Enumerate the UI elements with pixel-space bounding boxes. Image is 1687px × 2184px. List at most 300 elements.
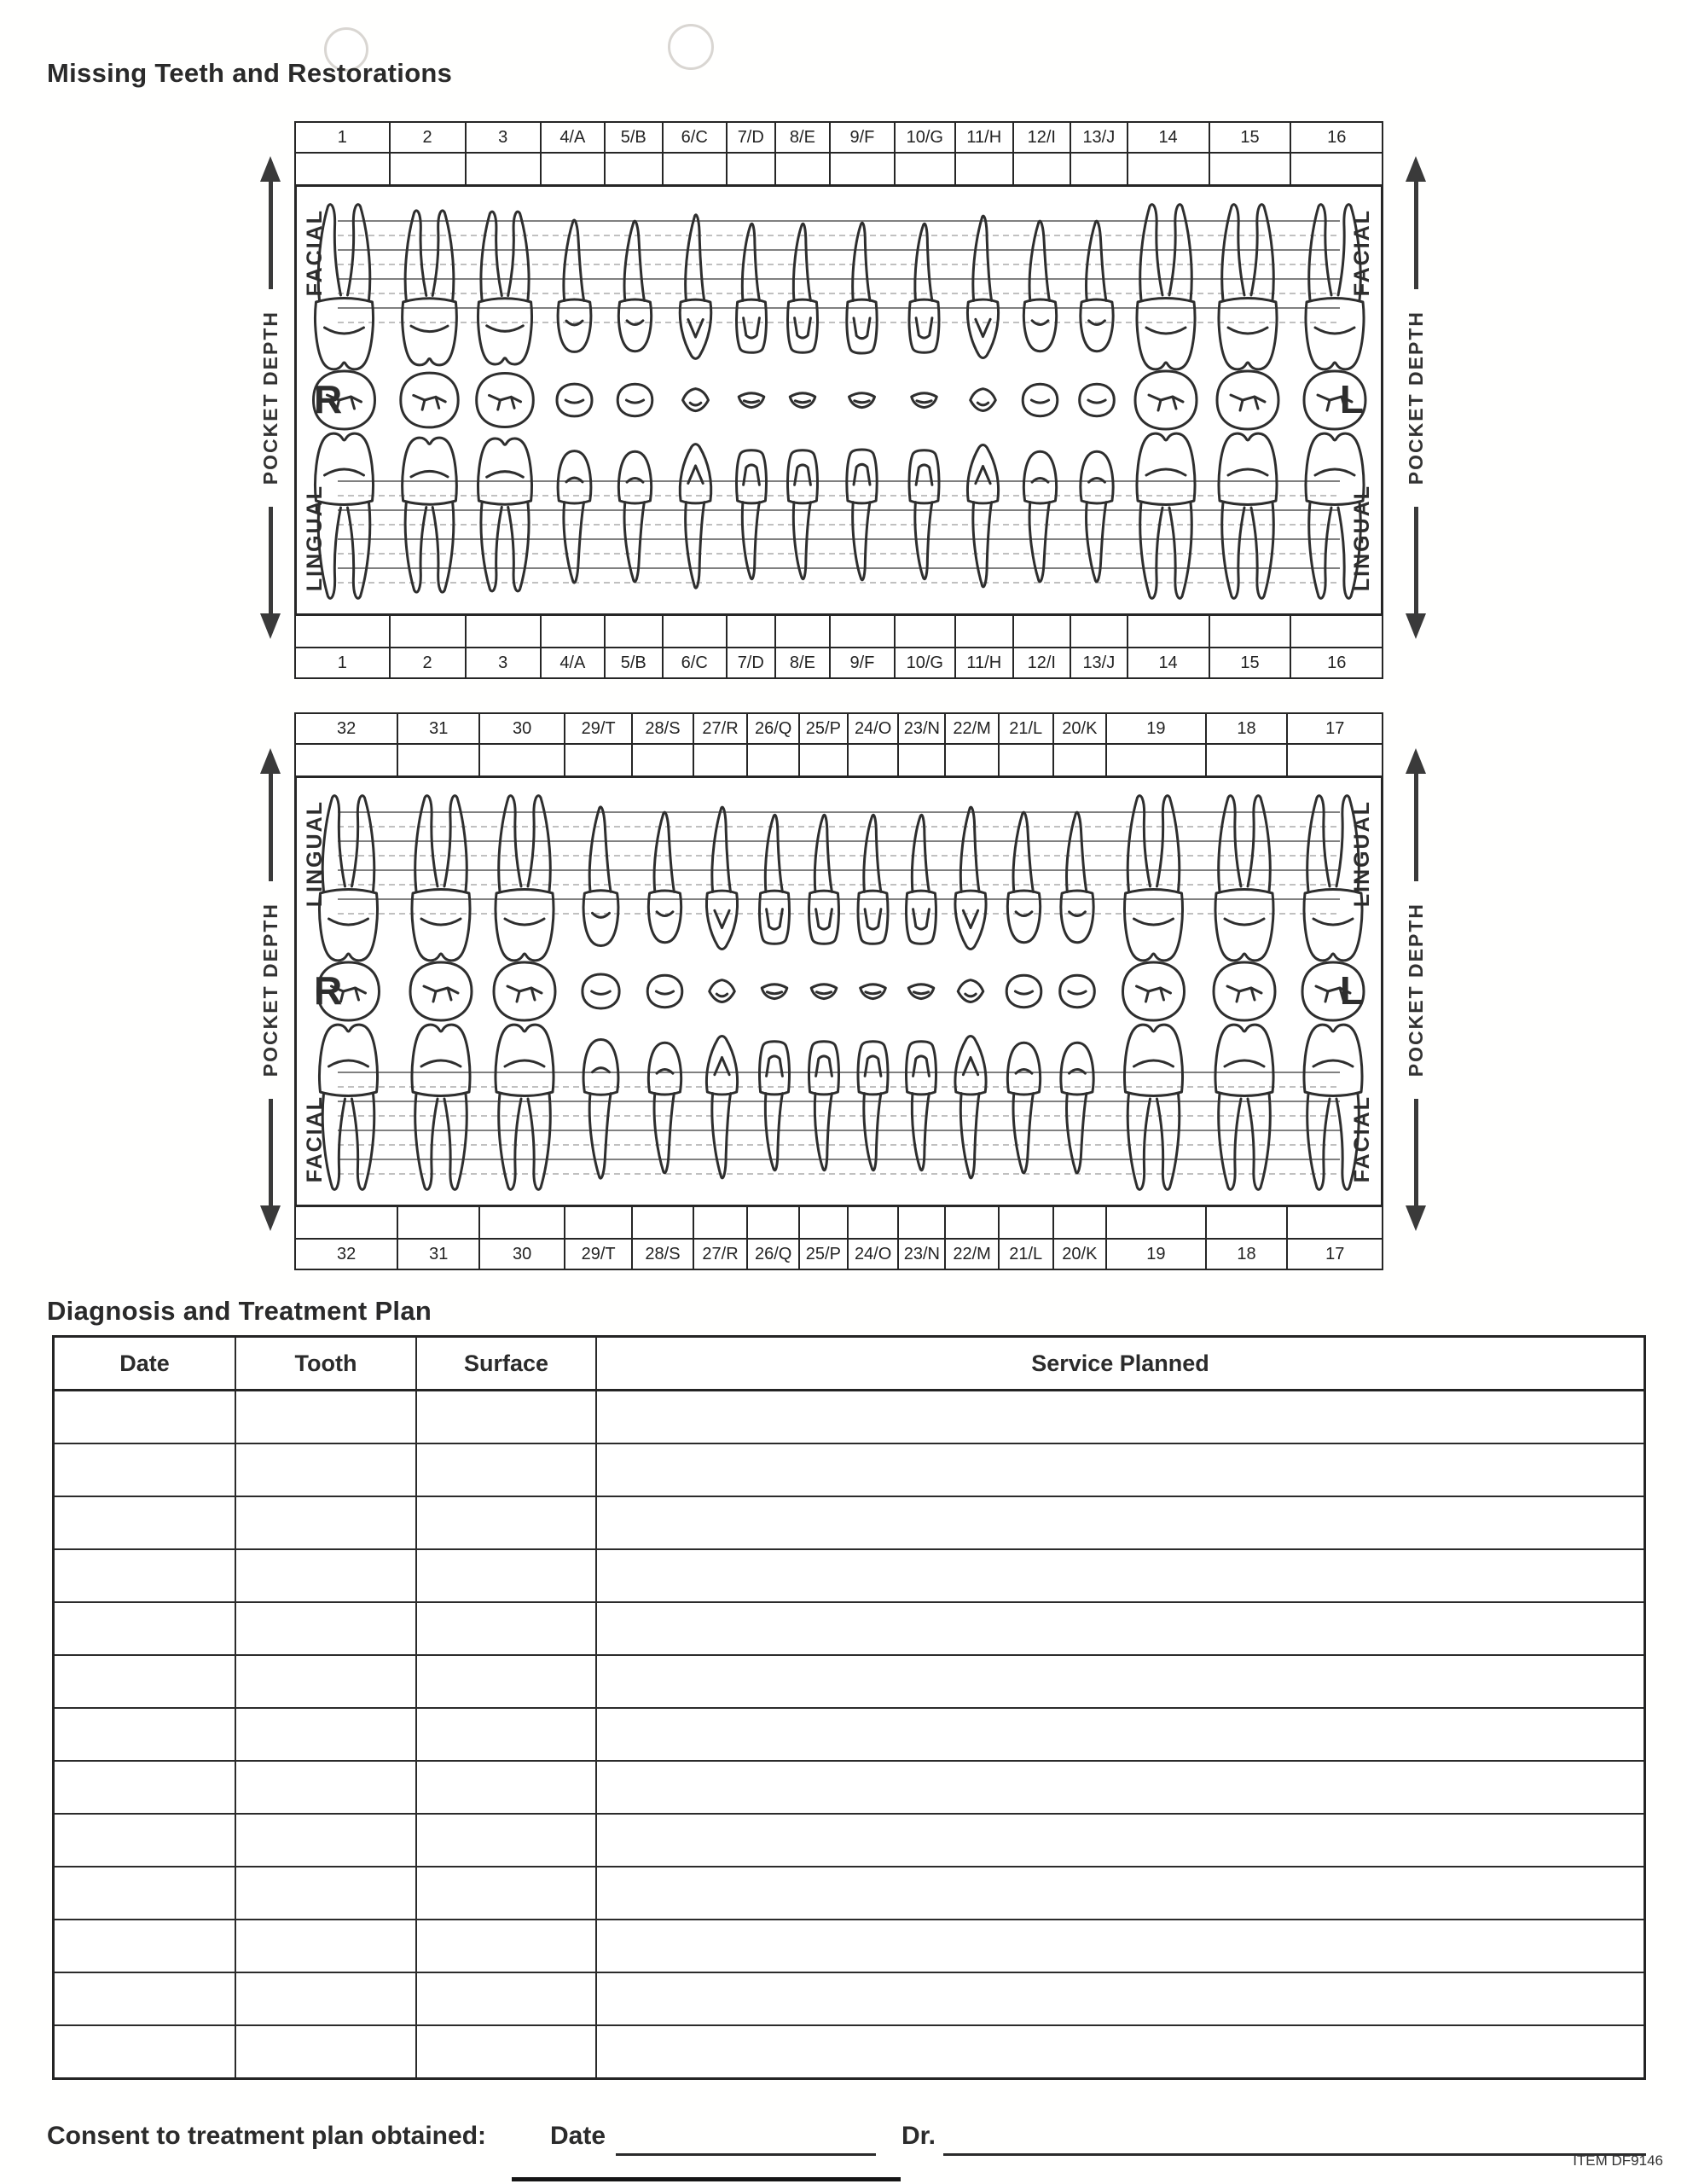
tooth-number-cell: 26/Q [748,714,800,743]
tooth-number-cell: 17 [1325,1244,1345,1263]
tooth-root-up-view [680,215,711,359]
tooth-root-down-view [909,450,939,579]
tooth-root-down-view [583,1039,618,1178]
tooth-number-cell: 31 [398,714,480,743]
treatment-plan-header-row [55,1338,1644,1391]
treatment-plan-entry-cell[interactable] [55,2026,236,2077]
tooth-number-cell: 29/T [565,714,633,743]
pocket-depth-entry-cell[interactable] [1054,745,1108,776]
tooth-number-cell: 30 [480,1240,565,1269]
tooth-number-cell: 14 [1128,123,1210,152]
treatment-plan-entry-cell[interactable] [236,1815,417,1866]
tooth-number-cell: 28/S [633,1240,693,1269]
tooth-root-down-view [412,1025,470,1189]
surface-column-header: Surface [417,1338,597,1389]
tooth-occlusal-view [861,985,886,999]
treatment-plan-entry-cell[interactable] [597,2026,1644,2077]
tooth-root-down-view [1061,1043,1093,1173]
upper-pocket-depth-row-top [294,152,1383,187]
bracket-line [1414,507,1418,614]
treatment-plan-entry-cell[interactable] [236,1550,417,1601]
pocket-depth-label: POCKET DEPTH [1404,310,1427,485]
tooth-root-down-view [737,450,767,579]
tooth-root-down-view [320,1025,378,1189]
tooth-number-cell: 8/E [776,123,832,152]
treatment-plan-entry-cell[interactable] [55,1550,236,1601]
tooth-occlusal-view [401,373,458,427]
treatment-plan-entry-cell[interactable] [55,1391,236,1443]
pocket-depth-entry-cell[interactable] [899,745,946,776]
tooth-number-cell: 26/Q [748,1240,800,1269]
tooth-root-down-view [847,450,877,580]
tooth-root-down-view [1125,1025,1183,1189]
tooth-number-cell: 19 [1107,714,1206,743]
treatment-plan-entry-cell[interactable] [55,1762,236,1813]
treatment-plan-entry-cell[interactable] [597,1973,1644,2024]
tooth-root-up-view [583,807,618,946]
treatment-plan-entry-cell[interactable] [236,1444,417,1496]
tooth-number-cell: 5/B [606,123,664,152]
pocket-depth-entry-cell[interactable] [1000,745,1054,776]
consent-statement: Consent to treatment plan obtained: [47,2122,487,2150]
tooth-number-cell: 18 [1207,714,1289,743]
facial-label-right: FACIAL [1350,209,1374,297]
treatment-plan-entry-cell[interactable] [417,1709,597,1760]
pocket-depth-entry-cell[interactable] [800,1207,849,1239]
tooth-number-cell: 17 [1325,718,1345,738]
tooth-root-down-view [955,1037,986,1178]
pocket-depth-entry-cell[interactable] [1071,154,1128,185]
pocket-depth-entry-cell[interactable] [956,154,1014,185]
tooth-occlusal-view [710,980,735,1002]
tooth-root-up-view [478,212,532,364]
pocket-depth-entry-cell[interactable] [1000,1207,1054,1239]
pocket-depth-entry-cell[interactable] [849,745,900,776]
treatment-plan-entry-cell[interactable] [417,1391,597,1443]
treatment-plan-row [55,1709,1644,1762]
arrow-up-icon [260,748,281,774]
treatment-plan-entry-cell[interactable] [236,1497,417,1548]
arrow-down-icon [1406,613,1426,639]
lingual-label-right: LINGUAL [1350,484,1374,591]
tooth-occlusal-view [494,962,555,1020]
treatment-plan-row [55,1867,1644,1920]
pocket-depth-entry-cell[interactable] [831,616,895,648]
lower-teeth-drawing [297,778,1381,1205]
pocket-depth-entry-cell[interactable] [1128,154,1210,185]
arrow-down-icon [1406,1205,1426,1231]
tooth-number-cell: 32 [296,714,398,743]
tooth-number-cell: 29/T [565,1240,633,1269]
tooth-root-down-view [680,444,711,589]
pocket-depth-entry-cell[interactable] [694,1207,749,1239]
bracket-line [1414,774,1418,881]
tooth-occlusal-view [739,393,764,408]
left-side-letter: L [1339,967,1364,1013]
pocket-depth-entry-cell[interactable] [565,1207,633,1239]
treatment-plan-table [52,1335,1646,2080]
pocket-depth-entry-cell[interactable] [896,154,956,185]
lower-teeth-diagram [294,775,1383,1207]
pocket-depth-entry-cell[interactable] [1210,616,1292,648]
form-item-number: ITEM DF9146 [1573,2152,1663,2169]
pocket-depth-entry-cell[interactable] [664,616,728,648]
tooth-root-up-view [737,224,767,352]
pocket-depth-entry-cell[interactable] [467,616,542,648]
upper-pocket-depth-row-bottom [294,614,1383,649]
lower-tooth-number-row-bottom [294,1238,1383,1270]
tooth-root-up-view [558,220,591,351]
pocket-depth-entry-cell[interactable] [1291,154,1382,185]
treatment-plan-entry-cell[interactable] [417,1815,597,1866]
lingual-label-left: LINGUAL [303,800,327,908]
treatment-plan-entry-cell[interactable] [236,1920,417,1972]
bracket-line [1414,182,1418,289]
treatment-plan-entry-cell[interactable] [417,1973,597,2024]
pocket-depth-entry-cell[interactable] [728,154,776,185]
treatment-plan-entry-cell[interactable] [597,1603,1644,1654]
upper-teeth-diagram [294,184,1383,616]
tooth-number-cell: 2 [391,123,467,152]
tooth-number-cell: 31 [398,1240,480,1269]
tooth-occlusal-view [1006,975,1041,1007]
tooth-number-cell: 1 [296,123,391,152]
tooth-root-up-view [1219,205,1277,369]
pocket-depth-entry-cell[interactable] [1014,616,1072,648]
pocket-depth-entry-cell[interactable] [946,745,1000,776]
pocket-depth-entry-cell[interactable] [748,745,800,776]
upper-teeth-drawing [297,187,1381,613]
treatment-plan-entry-cell[interactable] [55,1920,236,1972]
treatment-plan-entry-cell[interactable] [417,1867,597,1919]
tooth-root-down-view [558,451,591,583]
tooth-root-up-view [648,812,681,943]
tooth-number-cell: 13/J [1071,123,1128,152]
treatment-plan-row [55,2026,1644,2077]
pocket-depth-entry-cell[interactable] [391,616,467,648]
pocket-depth-entry-cell[interactable] [956,616,1014,648]
tooth-root-up-view [1081,221,1113,351]
right-side-letter: R [314,967,343,1013]
tooth-root-up-view [618,221,651,351]
arrow-down-icon [260,1205,281,1231]
pocket-depth-entry-cell[interactable] [896,616,956,648]
tooth-root-down-view [1023,451,1056,582]
pocket-depth-entry-cell[interactable] [606,616,664,648]
treatment-plan-entry-cell[interactable] [597,1709,1644,1760]
tooth-occlusal-view [647,975,682,1007]
treatment-plan-entry-cell[interactable] [55,1867,236,1919]
treatment-plan-entry-cell[interactable] [55,1444,236,1496]
tooth-occlusal-view [790,393,815,408]
pocket-depth-entry-cell[interactable] [1128,616,1210,648]
lower-tooth-number-row-top [294,712,1383,745]
tooth-root-down-view [496,1025,554,1189]
treatment-plan-entry-cell[interactable] [236,1762,417,1813]
tooth-root-up-view [412,796,470,961]
pocket-depth-entry-cell[interactable] [728,616,776,648]
missing-teeth-section-title: Missing Teeth and Restorations [47,58,453,88]
treatment-plan-entry-cell[interactable] [597,1391,1644,1443]
treatment-plan-entry-cell[interactable] [236,2026,417,2077]
pocket-depth-entry-cell[interactable] [1210,154,1292,185]
bracket-line [269,1099,273,1206]
treatment-plan-entry-cell[interactable] [236,1391,417,1443]
date-column-header: Date [55,1338,236,1389]
tooth-number-cell: 14 [1128,648,1210,677]
pocket-depth-entry-cell[interactable] [633,745,693,776]
pocket-depth-entry-cell[interactable] [1288,1207,1382,1239]
treatment-plan-entry-cell[interactable] [55,1603,236,1654]
tooth-number-cell: 7/D [728,648,776,677]
tooth-occlusal-view [410,962,472,1020]
tooth-number-cell: 6/C [664,648,728,677]
treatment-plan-entry-cell[interactable] [597,1762,1644,1813]
tooth-number-cell: 18 [1207,1240,1289,1269]
upper-arch-chart [294,121,1383,679]
punch-hole-icon [668,24,714,70]
bracket-line [269,774,273,881]
tooth-root-up-view [909,224,939,352]
tooth-occlusal-view [477,374,534,427]
treatment-plan-row [55,1603,1644,1656]
pocket-depth-entry-cell[interactable] [480,745,565,776]
treatment-plan-row [55,1656,1644,1709]
tooth-number-cell: 12/I [1014,123,1072,152]
tooth-number-cell: 27/R [694,714,749,743]
treatment-plan-entry-cell[interactable] [417,1656,597,1707]
pocket-depth-entry-cell[interactable] [296,1207,398,1239]
pocket-depth-entry-cell[interactable] [800,745,849,776]
pocket-depth-entry-cell[interactable] [467,154,542,185]
tooth-number-cell: 2 [391,648,467,677]
tooth-root-up-view [788,224,818,352]
pocket-depth-entry-cell[interactable] [776,616,832,648]
arrow-up-icon [1406,156,1426,182]
pocket-depth-label: POCKET DEPTH [258,310,281,485]
tooth-root-up-view [1061,812,1093,943]
tooth-occlusal-view [1023,384,1058,415]
pocket-depth-entry-cell[interactable] [542,616,606,648]
pocket-depth-entry-cell[interactable] [776,154,832,185]
tooth-number-cell: 7/D [728,123,776,152]
date-field-label: Date [550,2122,606,2150]
treatment-plan-entry-cell[interactable] [597,1920,1644,1972]
pocket-depth-entry-cell[interactable] [565,745,633,776]
treatment-plan-entry-cell[interactable] [417,1550,597,1601]
tooth-number-cell: 23/N [899,714,946,743]
pocket-depth-entry-cell[interactable] [831,154,895,185]
tooth-occlusal-view [1080,384,1115,415]
tooth-occlusal-view [912,393,937,408]
tooth-root-up-view [1215,796,1273,961]
treatment-plan-entry-cell[interactable] [55,1815,236,1866]
tooth-root-down-view [858,1042,888,1170]
tooth-root-up-view [496,796,554,961]
tooth-occlusal-view [958,980,983,1002]
pocket-depth-entry-cell[interactable] [748,1207,800,1239]
treatment-plan-row [55,1550,1644,1603]
tooth-occlusal-view [557,384,592,416]
tooth-root-down-view [907,1042,936,1170]
pocket-depth-entry-cell[interactable] [480,1207,565,1239]
pocket-depth-entry-cell[interactable] [296,616,391,648]
treatment-plan-row [55,1391,1644,1444]
pocket-depth-entry-cell[interactable] [606,154,664,185]
pocket-depth-entry-cell[interactable] [694,745,749,776]
tooth-occlusal-view [1214,962,1275,1020]
pocket-depth-entry-cell[interactable] [633,1207,693,1239]
pocket-depth-entry-cell[interactable] [542,154,606,185]
service-planned-column-header: Service Planned [1031,1350,1209,1376]
tooth-occlusal-view [908,985,934,999]
treatment-plan-entry-cell[interactable] [55,1497,236,1548]
tooth-root-up-view [403,211,457,365]
pocket-depth-entry-cell[interactable] [391,154,467,185]
tooth-number-cell: 10/G [896,648,956,677]
treatment-plan-entry-cell[interactable] [236,1603,417,1654]
facial-label-left: FACIAL [303,1095,327,1182]
pocket-depth-entry-cell[interactable] [1107,745,1206,776]
treatment-plan-entry-cell[interactable] [417,1603,597,1654]
tooth-number-cell: 9/F [831,648,895,677]
doctor-field-label: Dr. [901,2122,936,2150]
tooth-number-cell: 4/A [542,123,606,152]
tooth-root-up-view [809,815,839,944]
pocket-depth-entry-cell[interactable] [1207,745,1289,776]
pocket-depth-label: POCKET DEPTH [1404,902,1427,1077]
treatment-plan-entry-cell[interactable] [597,1444,1644,1496]
tooth-number-cell: 4/A [542,648,606,677]
treatment-plan-row [55,1815,1644,1867]
tooth-occlusal-view [811,985,837,999]
treatment-plan-row [55,1444,1644,1497]
pocket-depth-entry-cell[interactable] [296,745,398,776]
tooth-occlusal-view [1135,371,1197,429]
facial-label-left: FACIAL [303,209,327,297]
pocket-depth-bracket-upper-right [1404,156,1428,639]
pocket-depth-entry-cell[interactable] [899,1207,946,1239]
treatment-plan-entry-cell[interactable] [597,1497,1644,1548]
treatment-plan-row [55,1920,1644,1973]
tooth-root-down-view [1215,1025,1273,1189]
tooth-root-down-view [706,1037,737,1178]
pocket-depth-entry-cell[interactable] [1291,616,1382,648]
tooth-number-cell: 5/B [606,648,664,677]
tooth-number-cell: 21/L [1000,714,1054,743]
treatment-plan-entry-cell[interactable] [417,1444,597,1496]
bracket-line [269,182,273,289]
tooth-root-down-view [1007,1043,1040,1173]
tooth-root-up-view [967,216,998,357]
pocket-depth-entry-cell[interactable] [1207,1207,1289,1239]
treatment-plan-entry-cell[interactable] [597,1815,1644,1866]
treatment-plan-entry-cell[interactable] [55,1973,236,2024]
tooth-root-up-view [706,807,737,949]
pocket-depth-bracket-lower-right [1404,748,1428,1231]
tooth-root-up-view [1137,205,1195,369]
treatment-plan-entry-cell[interactable] [55,1709,236,1760]
tooth-number-cell: 12/I [1014,648,1072,677]
pocket-depth-entry-cell[interactable] [946,1207,1000,1239]
pocket-depth-entry-cell[interactable] [1288,745,1382,776]
tooth-number-cell: 13/J [1071,648,1128,677]
pocket-depth-entry-cell[interactable] [398,1207,480,1239]
treatment-plan-entry-cell[interactable] [236,1973,417,2024]
tooth-number-cell: 16 [1327,653,1347,672]
tooth-column-header: Tooth [236,1338,417,1389]
tooth-number-cell: 15 [1210,123,1292,152]
tooth-number-cell: 20/K [1054,714,1108,743]
pocket-depth-entry-cell[interactable] [398,745,480,776]
tooth-root-up-view [1125,796,1183,961]
tooth-occlusal-view [683,389,709,411]
pocket-depth-entry-cell[interactable] [1071,616,1128,648]
treatment-plan-row [55,1762,1644,1815]
treatment-plan-row [55,1973,1644,2026]
tooth-number-cell: 16 [1327,127,1347,147]
tooth-number-cell: 6/C [664,123,728,152]
pocket-depth-entry-cell[interactable] [1054,1207,1108,1239]
treatment-plan-entry-cell[interactable] [417,2026,597,2077]
tooth-root-up-view [955,807,986,949]
treatment-plan-entry-cell[interactable] [597,1656,1644,1707]
tooth-occlusal-view [849,393,875,408]
bracket-line [1414,1099,1418,1206]
tooth-root-down-view [1081,451,1113,582]
treatment-plan-entry-cell[interactable] [417,1497,597,1548]
tooth-root-down-view [403,438,457,592]
tooth-root-down-view [809,1042,839,1170]
tooth-number-cell: 24/O [849,1240,900,1269]
tooth-number-cell: 30 [480,714,565,743]
treatment-plan-entry-cell[interactable] [236,1709,417,1760]
treatment-plan-entry-cell[interactable] [417,1762,597,1813]
tooth-number-cell: 1 [296,648,391,677]
pocket-depth-entry-cell[interactable] [849,1207,900,1239]
bracket-line [269,507,273,614]
treatment-plan-entry-cell[interactable] [417,1920,597,1972]
pocket-depth-entry-cell[interactable] [296,154,391,185]
tooth-root-down-view [760,1042,790,1170]
lower-arch-chart [294,712,1383,1270]
treatment-plan-entry-cell[interactable] [236,1867,417,1919]
tooth-occlusal-view [583,974,619,1008]
pocket-depth-entry-cell[interactable] [1107,1207,1206,1239]
tooth-number-cell: 15 [1210,648,1292,677]
lower-pocket-depth-row-bottom [294,1205,1383,1240]
pocket-depth-entry-cell[interactable] [1014,154,1072,185]
pocket-depth-entry-cell[interactable] [664,154,728,185]
treatment-plan-entry-cell[interactable] [597,1867,1644,1919]
date-fill-line[interactable] [616,2153,876,2156]
treatment-plan-entry-cell[interactable] [597,1550,1644,1601]
tooth-number-cell: 11/H [956,123,1014,152]
tooth-number-cell: 10/G [896,123,956,152]
tooth-occlusal-view [1217,371,1278,429]
arrow-up-icon [1406,748,1426,774]
arrow-up-icon [260,156,281,182]
pocket-depth-bracket-lower-left [258,748,282,1231]
treatment-plan-entry-cell[interactable] [236,1656,417,1707]
tooth-number-cell: 25/P [800,714,849,743]
tooth-number-cell: 3 [467,648,542,677]
tooth-root-up-view [1007,812,1040,943]
tooth-number-cell: 21/L [1000,1240,1054,1269]
treatment-plan-entry-cell[interactable] [55,1656,236,1707]
tooth-number-cell: 22/M [946,1240,1000,1269]
tooth-number-cell: 22/M [946,714,1000,743]
